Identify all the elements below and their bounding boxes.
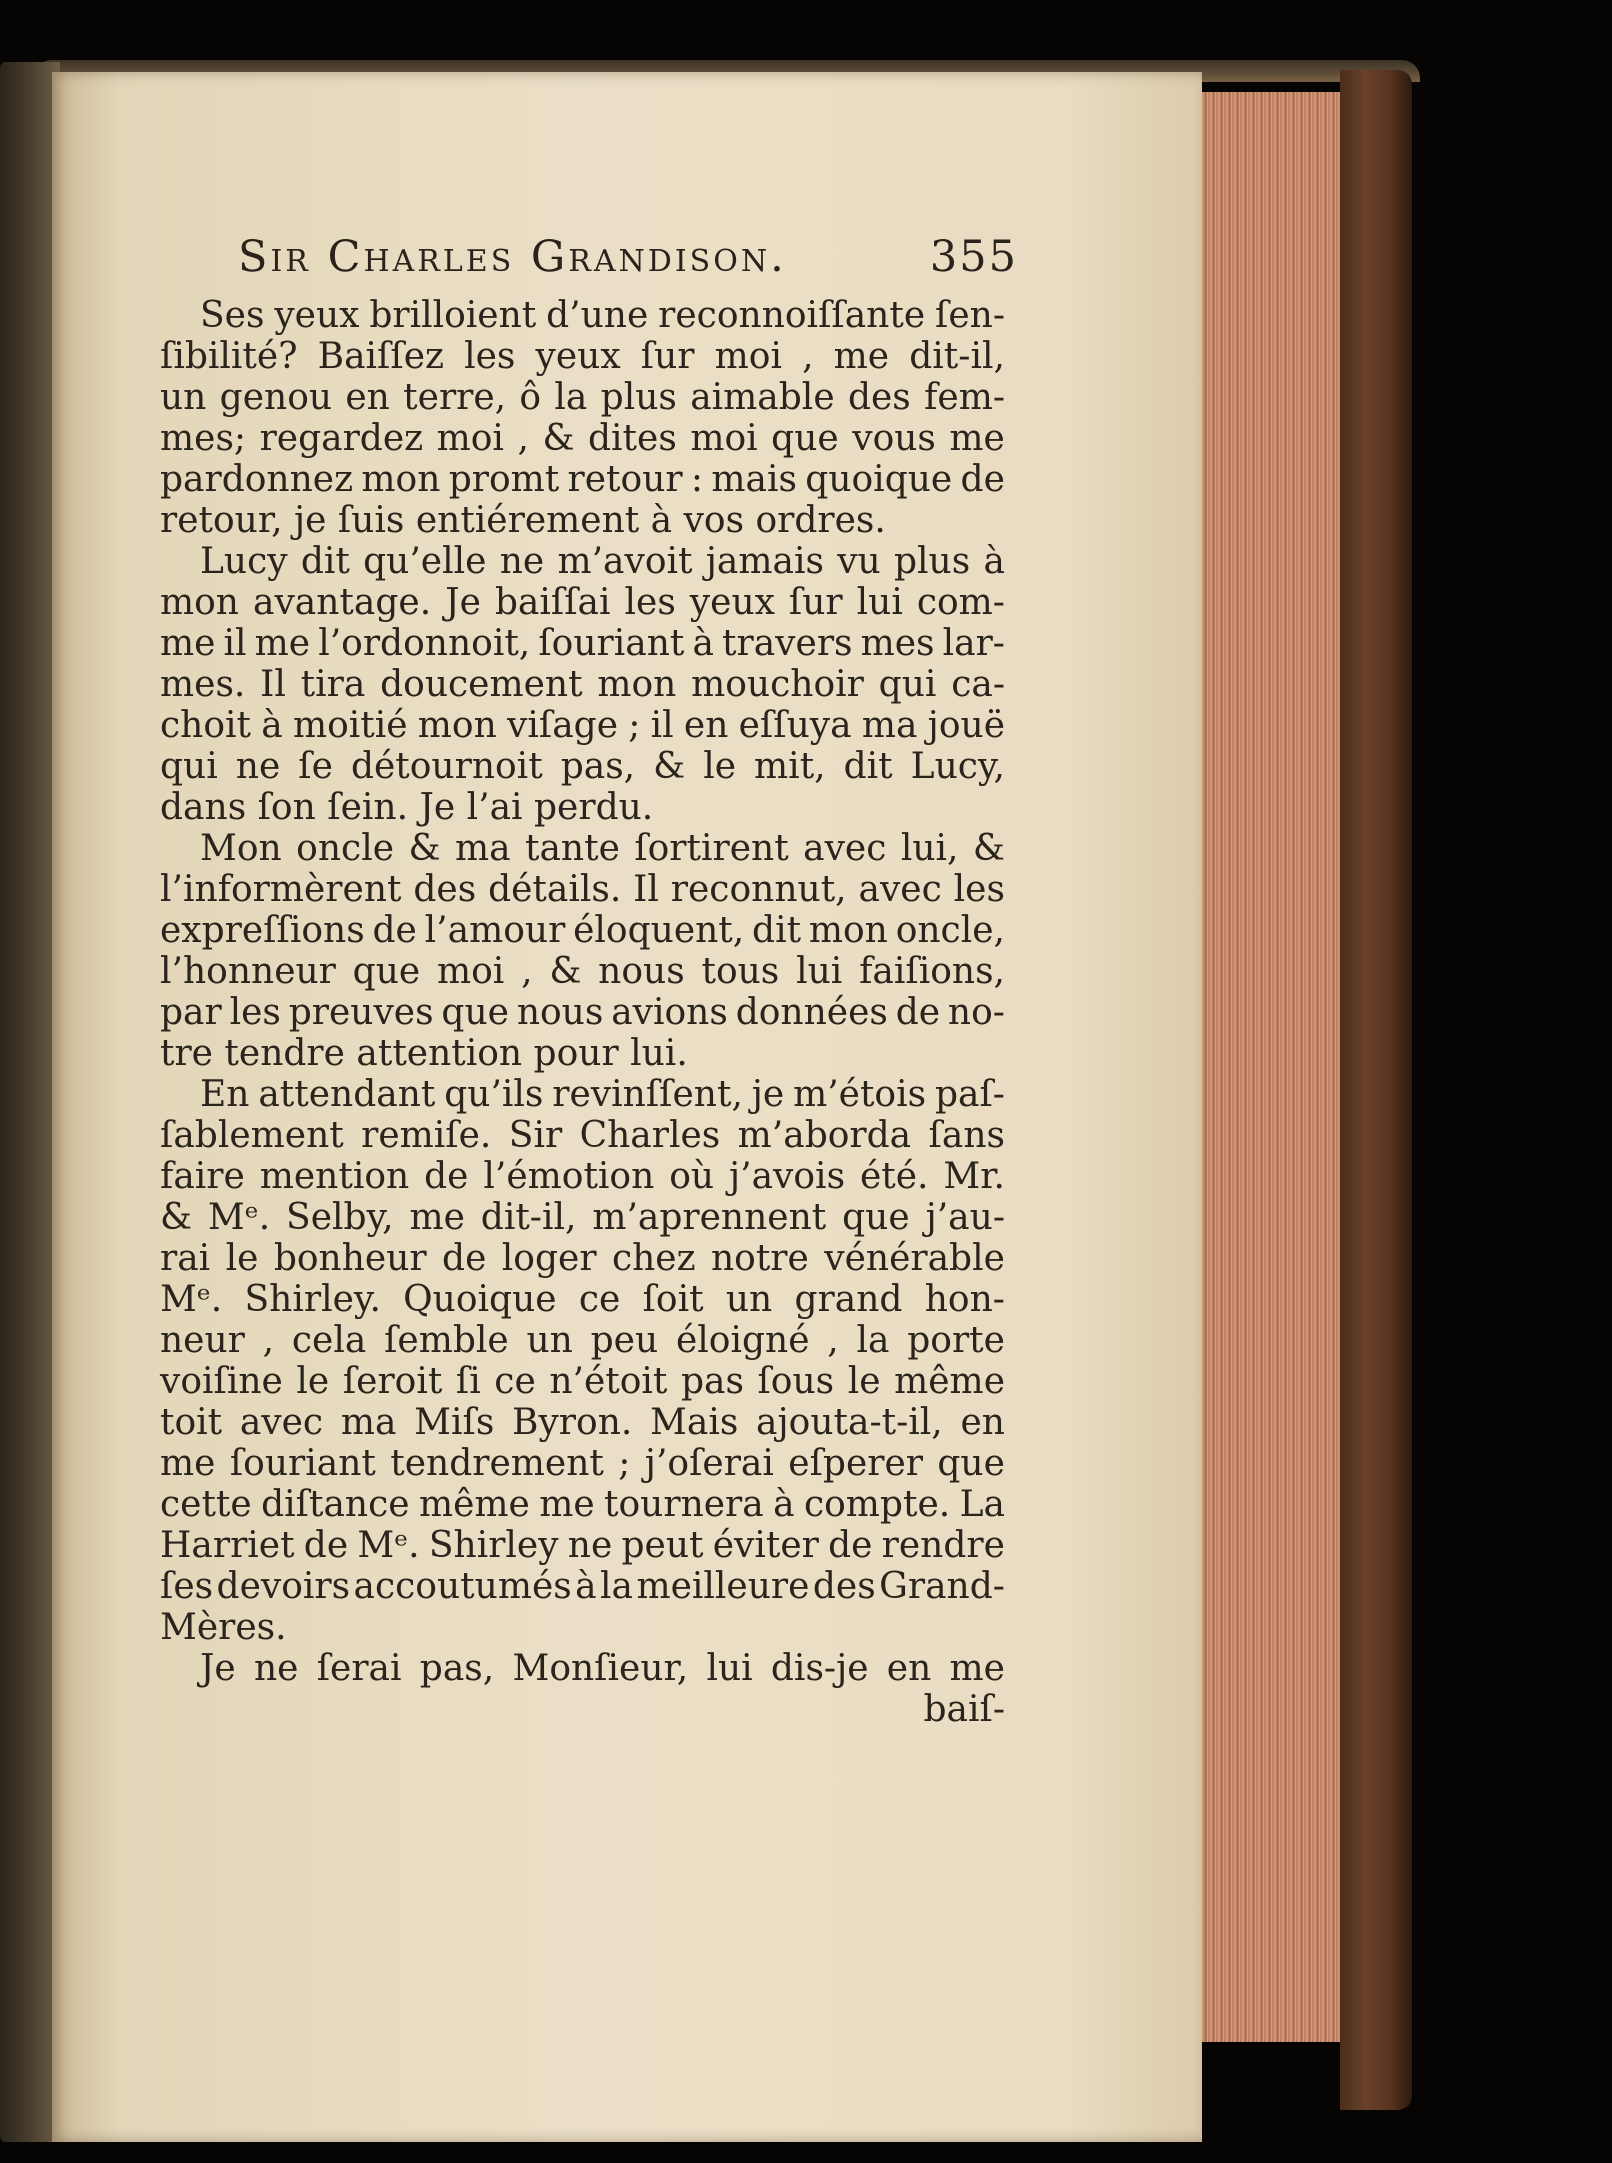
word: moi [437, 951, 505, 992]
word: l’informèrent [160, 869, 402, 910]
word: ; [618, 1443, 631, 1484]
word: genou [219, 377, 333, 418]
word: l’honneur [160, 951, 336, 992]
word: détournoit [350, 746, 543, 787]
word: & [160, 1197, 193, 1238]
word: me [160, 1443, 216, 1484]
word: tendrement [390, 1443, 604, 1484]
word: des [812, 1566, 876, 1607]
text-line [160, 623, 1005, 664]
body-text [160, 295, 1005, 1730]
word: , [827, 1320, 839, 1361]
word: où [669, 1156, 715, 1197]
word: avantage. [252, 582, 432, 623]
word: à [575, 1566, 597, 1607]
word: fem- [924, 377, 1005, 418]
text-line: Mères. [160, 1607, 287, 1648]
word: mon [417, 705, 497, 746]
word: plus [600, 377, 677, 418]
word: il [650, 705, 674, 746]
word: la [600, 1566, 634, 1607]
word: cette [160, 1484, 252, 1525]
word: j’oſerai [644, 1443, 774, 1484]
word: ce [578, 1279, 621, 1320]
word: que [937, 1443, 1005, 1484]
right-cover-edge [1340, 70, 1412, 2110]
word: ſe [298, 746, 333, 787]
word: Mᵉ. [357, 1525, 420, 1566]
word: les [229, 992, 281, 1033]
text-line [160, 582, 1005, 623]
word: la [554, 377, 588, 418]
word: mention [259, 1156, 410, 1197]
word: mes [860, 623, 935, 664]
word: ſi [455, 1361, 481, 1402]
word: avions [611, 992, 728, 1033]
word: : [690, 459, 704, 500]
word: ſur [788, 582, 843, 623]
word: ſur [640, 336, 695, 377]
word: mes. [160, 664, 246, 705]
word: Shirley [428, 1525, 559, 1566]
word: ſen- [935, 295, 1005, 336]
word: lui [796, 951, 843, 992]
word: un [526, 1320, 573, 1361]
word: été. [859, 1156, 929, 1197]
word: pardonnez [160, 459, 354, 500]
word: paſ- [934, 1074, 1005, 1115]
word: notre [710, 1238, 809, 1279]
word: détails. [488, 869, 622, 910]
word: de [442, 1238, 487, 1279]
word: m’aborda [737, 1115, 912, 1156]
word: meilleure [636, 1566, 810, 1607]
word: ſes [160, 1566, 214, 1607]
word: mon [361, 459, 441, 500]
word: peut [621, 1525, 704, 1566]
word: aimable [690, 377, 835, 418]
word: cela [291, 1320, 367, 1361]
text-line [160, 336, 1005, 377]
word: ſous [757, 1361, 835, 1402]
word: qui [878, 664, 937, 705]
word: rai [160, 1238, 211, 1279]
word: même [418, 1484, 530, 1525]
word: lui [856, 582, 903, 623]
text-line [160, 1361, 1005, 1402]
word: yeux [535, 336, 621, 377]
word: ne [253, 1648, 299, 1689]
word: le [296, 1361, 330, 1402]
word: de [424, 1156, 469, 1197]
word: toit [160, 1402, 223, 1443]
word: com- [916, 582, 1005, 623]
word: terre, [403, 377, 507, 418]
word: reconnut, [670, 869, 847, 910]
word: Sir [508, 1115, 563, 1156]
text-line [160, 377, 1005, 418]
word: & [542, 418, 575, 459]
word: des [413, 869, 477, 910]
word: ſoit [642, 1279, 704, 1320]
word: des [847, 377, 911, 418]
word: & [972, 828, 1005, 869]
word: devoirs [216, 1566, 351, 1607]
word: mouchoir [691, 664, 864, 705]
word: à [983, 541, 1005, 582]
text-line [160, 1525, 1005, 1566]
word: ne [499, 541, 545, 582]
word: , [521, 951, 533, 992]
word: promt [448, 459, 560, 500]
word: pas [680, 1361, 744, 1402]
word: Je [200, 1648, 236, 1689]
word: plus [893, 541, 971, 582]
word: ma [340, 1402, 397, 1443]
word: Quoique [403, 1279, 557, 1320]
word: mon [160, 582, 239, 623]
word: ce [494, 1361, 536, 1402]
word: mes; [160, 418, 247, 459]
text-line [160, 418, 1005, 459]
word: qui [160, 746, 218, 787]
word: pas, [419, 1648, 495, 1689]
word: qu’elle [363, 541, 487, 582]
text-line [160, 1279, 1005, 1320]
word: me [949, 418, 1005, 459]
word: lui [706, 1648, 753, 1689]
word: me [409, 1197, 465, 1238]
text-line [160, 1443, 1005, 1484]
word: en [345, 377, 390, 418]
text-line [160, 1238, 1005, 1279]
word: ; [628, 705, 641, 746]
word: la [856, 1320, 890, 1361]
word: baiſſai [494, 582, 611, 623]
word: compte. [803, 1484, 951, 1525]
word: mais [711, 459, 797, 500]
word: avec [858, 869, 942, 910]
text-line [160, 295, 1005, 336]
word: ſablement [160, 1115, 344, 1156]
word: bonheur [273, 1238, 427, 1279]
word: Mᵉ. [207, 1197, 271, 1238]
text-line [160, 1402, 1005, 1443]
word: oncle [296, 828, 395, 869]
word: ſortirent [634, 828, 789, 869]
word: avec [239, 1402, 324, 1443]
word: me [254, 623, 311, 664]
word: Il [633, 869, 659, 910]
word: mon [808, 910, 888, 951]
word: me [539, 1484, 595, 1525]
word: ſans [928, 1115, 1005, 1156]
word: ſeroit [342, 1361, 443, 1402]
word: La [959, 1484, 1005, 1525]
word: n’étoit [549, 1361, 668, 1402]
word: accoutumés [353, 1566, 572, 1607]
word: en [683, 705, 729, 746]
word: me [833, 336, 890, 377]
word: Grand- [879, 1566, 1005, 1607]
word: & [408, 828, 441, 869]
word: jouë [927, 705, 1005, 746]
word: reconnoiſſante [658, 295, 926, 336]
text-line [160, 1197, 1005, 1238]
word: , [802, 336, 814, 377]
word: m’étois [793, 1074, 927, 1115]
word: j’au- [925, 1197, 1005, 1238]
text-line: retour, je ſuis entiérement à vos ordres. [160, 500, 886, 541]
word: revinſſent, [552, 1074, 743, 1115]
text-line: dans ſon ſein. Je l’ai perdu. [160, 787, 654, 828]
word: à [773, 1484, 795, 1525]
word: ajouta-t-il, [756, 1402, 943, 1443]
word: le [703, 746, 737, 787]
word: ca- [951, 664, 1005, 705]
text-line: tre tendre attention pour lui. [160, 1033, 688, 1074]
word: Lucy [200, 541, 288, 582]
word: rendre [881, 1525, 1005, 1566]
word: l’émotion [483, 1156, 655, 1197]
word: les [464, 336, 516, 377]
word: tira [300, 664, 366, 705]
word: attendant [258, 1074, 436, 1115]
word: moitié [292, 705, 408, 746]
word: ſerai [316, 1648, 402, 1689]
word: Baiſſez [317, 336, 444, 377]
word: dit [752, 910, 802, 951]
word: il [223, 623, 247, 664]
word: doucement [380, 664, 583, 705]
word: tournera [604, 1484, 764, 1525]
word: peu [590, 1320, 659, 1361]
word: oncle, [895, 910, 1005, 951]
page-number: 355 [929, 232, 1018, 282]
word: regardez [259, 418, 424, 459]
text-line [160, 1320, 1005, 1361]
word: dit [843, 746, 893, 787]
word: dit-il, [480, 1197, 577, 1238]
word: en [886, 1648, 932, 1689]
text-line [160, 1074, 1005, 1115]
word: de [895, 992, 941, 1033]
word: travers [722, 623, 853, 664]
text-line [160, 541, 1005, 582]
word: Mon [200, 828, 282, 869]
text-line [160, 828, 1005, 869]
word: Je [445, 582, 481, 623]
word: hon- [924, 1279, 1005, 1320]
word: par [160, 992, 222, 1033]
word: me [949, 1648, 1005, 1689]
word: pas, [560, 746, 636, 787]
text-line [160, 705, 1005, 746]
word: faire [160, 1156, 245, 1197]
word: vénérable [824, 1238, 1005, 1279]
word: avec [803, 828, 887, 869]
word: éloquent, [573, 910, 745, 951]
word: Lucy, [910, 746, 1005, 787]
word: moi [436, 418, 504, 459]
word: un [160, 377, 207, 418]
text-line [160, 746, 1005, 787]
page-header [238, 232, 1018, 282]
text-line [160, 1648, 1005, 1689]
word: lar- [942, 623, 1005, 664]
word: les [624, 582, 676, 623]
word: les [953, 869, 1005, 910]
text-line [160, 910, 1005, 951]
word: yeux [274, 295, 360, 336]
word: ſouriant [229, 1443, 376, 1484]
word: j’avois [728, 1156, 846, 1197]
word: le [847, 1361, 881, 1402]
word: Mᵉ. [160, 1279, 223, 1320]
word: en [960, 1402, 1005, 1443]
word: yeux [689, 582, 775, 623]
page-fore-edge [1200, 92, 1350, 2042]
word: , [517, 418, 529, 459]
text-line [160, 664, 1005, 705]
word: l’ordonnoit, [318, 623, 531, 664]
word: moi [690, 418, 758, 459]
word: diſtance [261, 1484, 410, 1525]
word: m’avoit [557, 541, 693, 582]
word: Mr. [943, 1156, 1005, 1197]
text-line [160, 459, 1005, 500]
word: quoique [805, 459, 953, 500]
word: Byron. [512, 1402, 633, 1443]
word: ô [519, 377, 542, 418]
text-line [160, 869, 1005, 910]
text-line [160, 1484, 1005, 1525]
word: Ses [200, 295, 265, 336]
text-line [160, 992, 1005, 1033]
word: En [200, 1074, 250, 1115]
word: de [372, 910, 417, 951]
word: que [842, 1197, 910, 1238]
word: & [549, 951, 582, 992]
word: moi [714, 336, 782, 377]
word: ma [454, 828, 511, 869]
word: nous [598, 951, 685, 992]
word: données [735, 992, 888, 1033]
word: de [960, 459, 1005, 500]
word: dis-je [770, 1648, 869, 1689]
word: que [352, 951, 421, 992]
word: Mais [650, 1402, 739, 1443]
word: Monſieur, [512, 1648, 689, 1689]
word: mon [597, 664, 677, 705]
word: brilloient [369, 295, 537, 336]
word: à [261, 705, 283, 746]
word: vu [837, 541, 881, 582]
left-cover-edge [0, 62, 60, 2142]
word: ſouriant [538, 623, 685, 664]
text-line [160, 951, 1005, 992]
running-title: Sir Charles Grandison. [238, 232, 787, 282]
word: ſemble [384, 1320, 509, 1361]
word: tous [701, 951, 780, 992]
word: mit, [754, 746, 826, 787]
word: expreſſions [160, 910, 365, 951]
word: que [771, 418, 839, 459]
word: viſage [507, 705, 619, 746]
word: m’aprennent [592, 1197, 827, 1238]
word: faiſions, [859, 951, 1005, 992]
word: ma [861, 705, 918, 746]
text-line [160, 1115, 1005, 1156]
word: éviter [712, 1525, 819, 1566]
word: vous [852, 418, 936, 459]
word: d’une [546, 295, 649, 336]
word: Selby, [286, 1197, 394, 1238]
word: même [894, 1361, 1005, 1402]
word: le [225, 1238, 259, 1279]
word: éloigné [675, 1320, 810, 1361]
word: ne [235, 746, 281, 787]
word: porte [907, 1320, 1005, 1361]
word: remiſe. [361, 1115, 492, 1156]
catchword: baiſ- [923, 1689, 1005, 1730]
word: que [441, 992, 509, 1033]
word: Miſs [414, 1402, 495, 1443]
word: me [160, 623, 216, 664]
word: à [692, 623, 714, 664]
word: Il [260, 664, 286, 705]
word: neur [160, 1320, 245, 1361]
word: Harriet [160, 1525, 295, 1566]
word: eſperer [788, 1443, 923, 1484]
word: preuves [288, 992, 434, 1033]
word: un [725, 1279, 773, 1320]
word: choit [160, 705, 252, 746]
word: , [262, 1320, 275, 1361]
word: tante [524, 828, 620, 869]
word: je [751, 1074, 785, 1115]
word: ſibilité? [160, 336, 298, 377]
word: loger [501, 1238, 597, 1279]
word: & [653, 746, 686, 787]
word: dites [588, 418, 677, 459]
word: qu’ils [444, 1074, 544, 1115]
word: lui, [900, 828, 959, 869]
word: grand [794, 1279, 903, 1320]
word: retour [567, 459, 683, 500]
word: voiſine [160, 1361, 283, 1402]
word: nous [516, 992, 604, 1033]
word: ne [567, 1525, 613, 1566]
word: de [303, 1525, 349, 1566]
word: eſſuya [738, 705, 852, 746]
word: chez [611, 1238, 696, 1279]
word: l’amour [424, 910, 566, 951]
word: no- [947, 992, 1005, 1033]
word: de [828, 1525, 873, 1566]
word: jamais [705, 541, 824, 582]
text-line [160, 1156, 1005, 1197]
word: dit-il, [909, 336, 1005, 377]
word: Charles [579, 1115, 721, 1156]
text-line [160, 1566, 1005, 1607]
word: Shirley. [244, 1279, 381, 1320]
word: dit [300, 541, 350, 582]
